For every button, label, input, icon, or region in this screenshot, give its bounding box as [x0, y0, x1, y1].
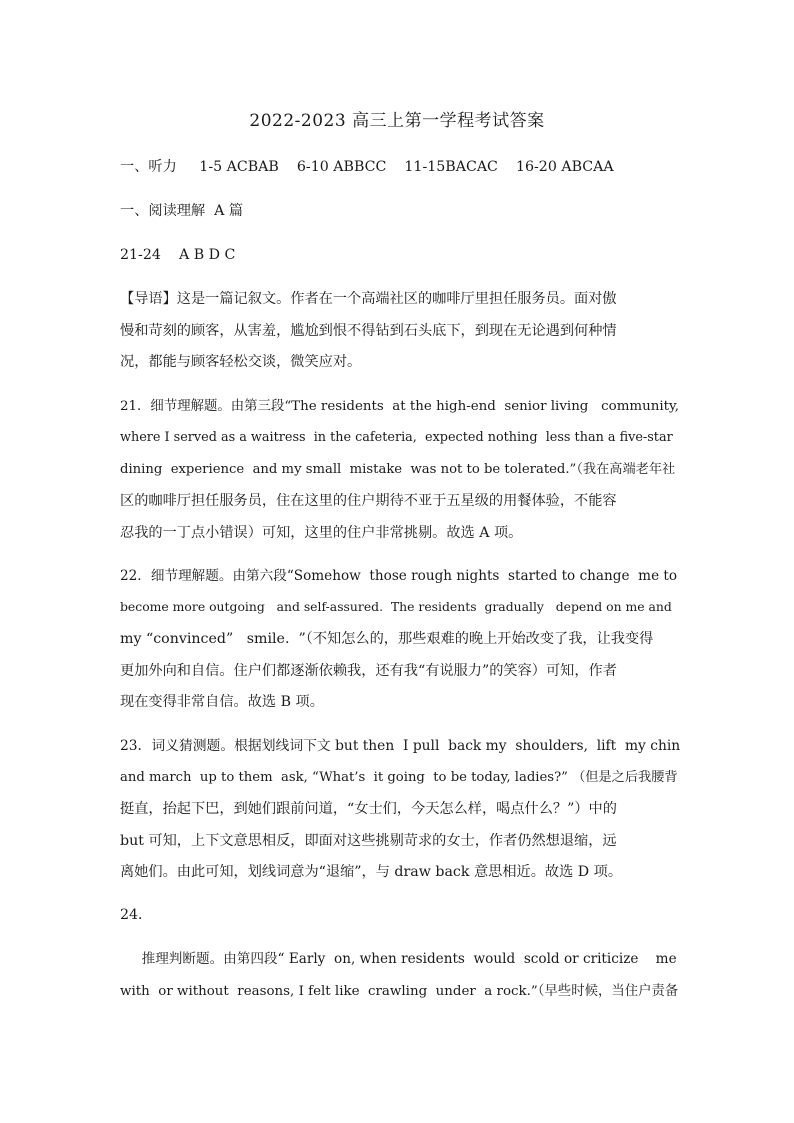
q22-line-1: 22．细节理解题。由第六段“Somehow those rough nights started to change me to	[120, 568, 678, 584]
reading-section-heading: 一、阅读理解 A 篇	[120, 203, 244, 219]
q22-line-3: my “convinced” smile. ”（不知怎么的，那些艰难的晚上开始改变了我，让我变得	[120, 631, 654, 647]
q21-line-3: dining experience and my small mistake was not to be tolerated.”（我在高端老年社	[120, 462, 676, 477]
intro-line-2: 慢和苛刻的顾客，从害羞，尴尬到恨不得钻到石头底下，到现在无论遇到何种情	[120, 323, 617, 339]
q21-line-5: 忍我的一丁点小错误）可知，这里的住户非常挑剔。故选 A 项。	[120, 525, 523, 541]
q21-line-4: 区的咖啡厅担任服务员，住在这里的住户期待不亚于五星级的用餐体验，不能容	[120, 493, 617, 509]
q23-line-1: 23．词义猜测题。根据划线词下文 but then I pull back my shoulders, lift my chin	[120, 738, 681, 754]
q24-line-1: 推理判断题。由第四段“ Early on, when residents would scold or criticize me	[120, 951, 677, 967]
q22-line-5: 现在变得非常自信。故选 B 项。	[120, 694, 324, 710]
q22-line-4: 更加外向和自信。住户们都逐渐依赖我，还有我“有说服力”的笑容）可知，作者	[120, 663, 617, 679]
listening-answers: 一、听力 1-5 ACBAB 6-10 ABBCC 11-15BACAC 16-20 ABCAA	[120, 159, 614, 175]
q24-number: 24．	[120, 907, 153, 923]
q23-line-3: 挺直，抬起下巴，到她们跟前问道，“女士们，今天怎么样，喝点什么？”）中的	[120, 801, 617, 817]
q24-line-2: with or without reasons, I felt like crawling under a rock.”（早些时候，当住户责备	[120, 984, 679, 999]
q21-line-1: 21．细节理解题。由第三段“The residents at the high-end senior living community,	[120, 399, 680, 414]
q22-line-2: become more outgoing and self-assured. The residents gradually depend on me and	[120, 599, 672, 614]
intro-line-3: 况，都能与顾客轻松交谈，微笑应对。	[120, 354, 362, 370]
q23-line-5: 离她们。由此可知，划线词意为“退缩”，与 draw back 意思相近。故选 D 项。	[120, 864, 623, 880]
q23-line-4: but 可知，上下文意思相反，即面对这些挑剔苛求的女士，作者仍然想退缩，远	[120, 833, 617, 849]
q21-line-2: where I served as a waitress in the cafeteria, expected nothing less than a five-star	[120, 430, 673, 445]
reading-answers-21-24: 21-24 A B D C	[120, 247, 236, 263]
intro-line-1: 【导语】这是一篇记叙文。作者在一个高端社区的咖啡厅里担任服务员。面对傲	[120, 291, 617, 307]
q23-line-2: and march up to them ask, “What’s it going to be today, ladies?” （但是之后我腰背	[120, 770, 678, 785]
page-title: 2022-2023 高三上第一学程考试答案	[249, 111, 545, 131]
